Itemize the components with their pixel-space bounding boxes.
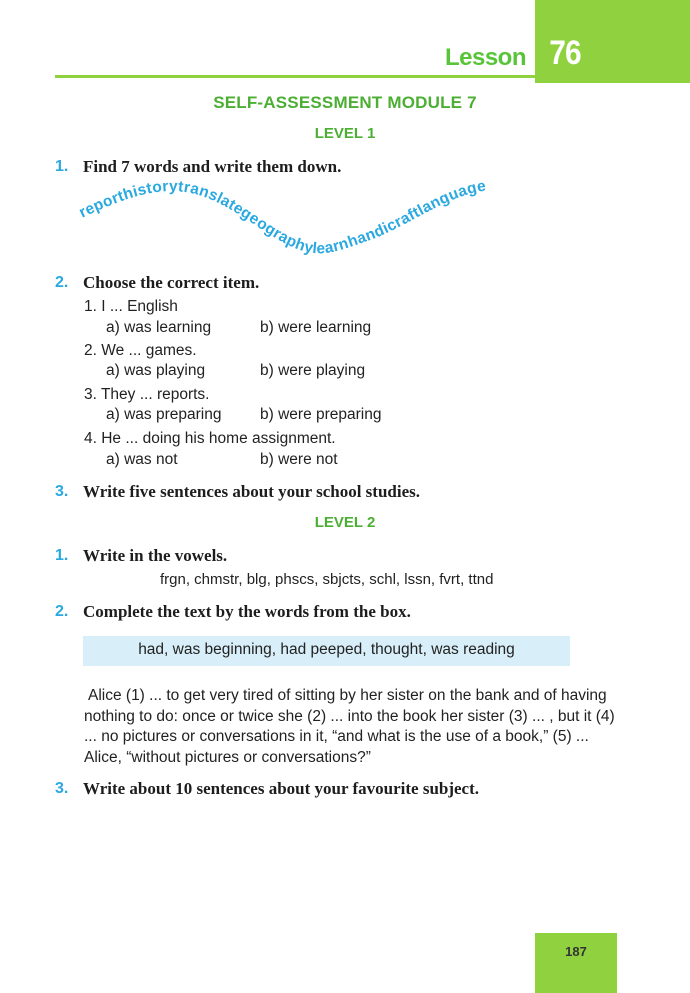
task-number: 2. — [55, 274, 69, 291]
option-b: b) were playing — [260, 362, 366, 379]
word-box-text: had, was beginning, had peeped, thought, was reading — [138, 641, 515, 658]
lesson-tab — [535, 0, 690, 83]
page-title: SELF-ASSESSMENT MODULE 7 — [213, 93, 477, 112]
vowel-less-words: frgn, chmstr, blg, phscs, sbjcts, schl, lssn, fvrt, ttnd — [160, 571, 494, 588]
option-a: a) was not — [106, 451, 178, 468]
letter-chain-puzzle — [70, 170, 540, 270]
lesson-number: 76 — [549, 34, 581, 72]
page-number: 187 — [565, 944, 587, 959]
task-number: 1. — [55, 158, 69, 175]
question: 2. We ... games. — [84, 342, 197, 359]
question: 3. They ... reports. — [84, 386, 210, 403]
option-a: a) was learning — [106, 319, 212, 336]
task-number: 3. — [55, 483, 69, 500]
reading-text: Alice (1) ... to get very tired of sitting by her sister on the bank and of having nothing to do: once or twice she (2) ... into the book her sister (3) ... , but it (4) ... no pictures or conversations in it, “and what is the use of a book,” (5) ... Alice, “without pictures or conversations?” — [84, 687, 615, 766]
letter-chain: reporthistorytranslategeographylearnhandicraftlanguage — [76, 177, 488, 258]
task-instruction: Write about 10 sentences about your favourite subject. — [83, 779, 480, 798]
option-b: b) were preparing — [260, 406, 382, 423]
option-a: a) was playing — [106, 362, 206, 379]
question: 4. He ... doing his home assignment. — [84, 430, 336, 447]
task-instruction: Find 7 words and write them down. — [83, 157, 342, 176]
header-divider — [55, 75, 535, 78]
option-a: a) was preparing — [106, 406, 222, 423]
task-instruction: Write five sentences about your school studies. — [83, 482, 421, 501]
task-instruction: Complete the text by the words from the box. — [83, 602, 411, 621]
task-number: 2. — [55, 603, 69, 620]
task-instruction: Choose the correct item. — [83, 273, 260, 292]
lesson-label: Lesson — [444, 44, 526, 71]
option-b: b) were learning — [260, 319, 372, 336]
task-number: 3. — [55, 780, 69, 797]
page-number-tab — [535, 933, 617, 993]
task-number: 1. — [55, 547, 69, 564]
option-b: b) were not — [260, 451, 338, 468]
level-2-heading: LEVEL 2 — [314, 514, 376, 531]
question: 1. I ... English — [84, 298, 178, 315]
task-instruction: Write in the vowels. — [83, 546, 228, 565]
level-1-heading: LEVEL 1 — [314, 125, 376, 142]
